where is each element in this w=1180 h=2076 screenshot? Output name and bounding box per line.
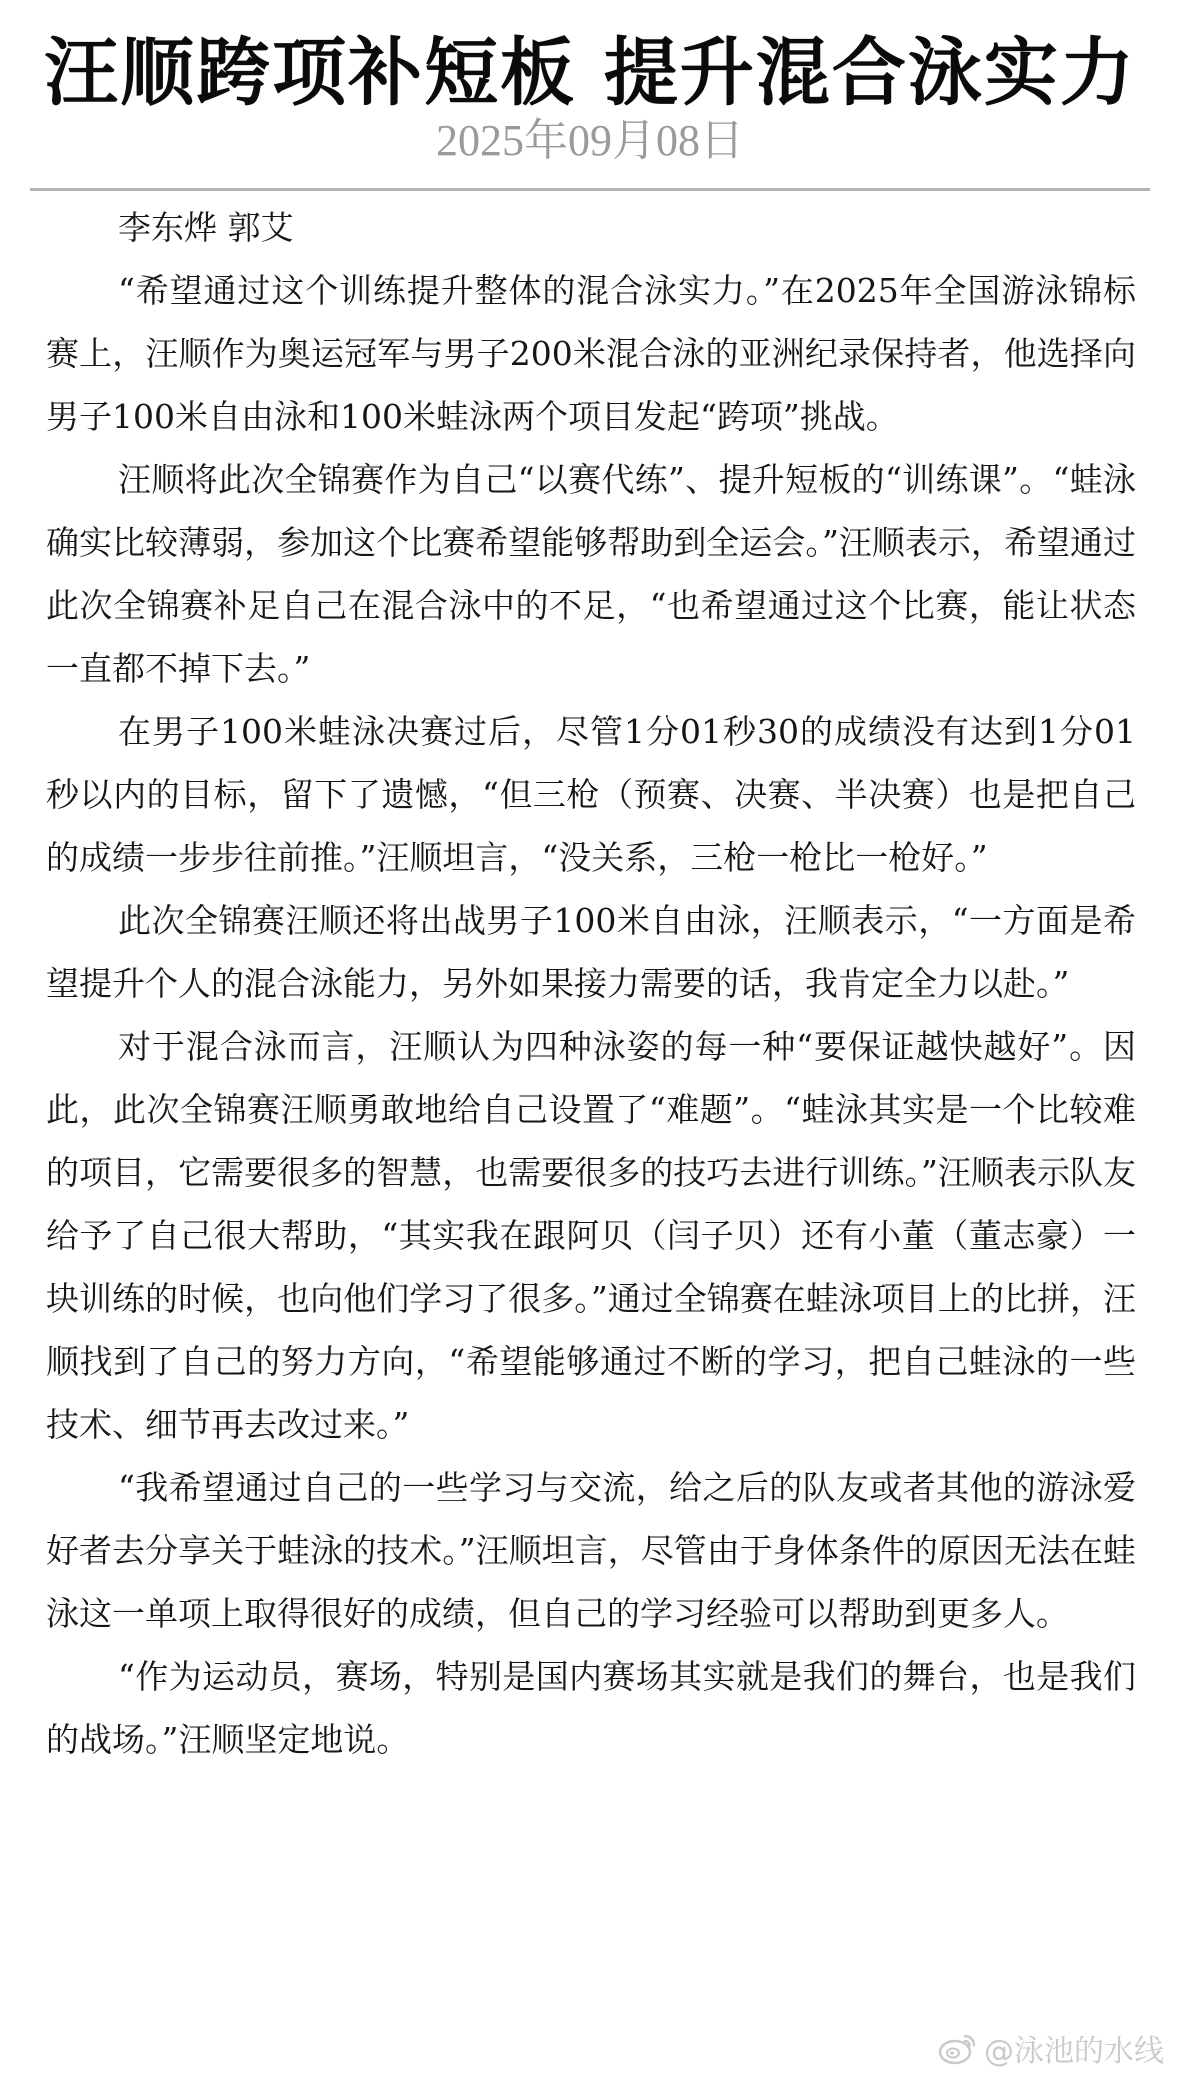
watermark-handle: @泳池的水线 xyxy=(984,2034,1164,2069)
article-date: 2025年09月08日 xyxy=(436,116,744,165)
weibo-icon xyxy=(938,2031,978,2065)
article-paragraph: 汪顺将此次全锦赛作为自己“以赛代练”、提升短板的“训练课”。“蛙泳确实比较薄弱，参加这个比赛希望能够帮助到全运会。”汪顺表示，希望通过此次全锦赛补足自己在混合泳中的不足，“也希望通过这个比赛，能让状态一直都不掉下去。” xyxy=(46,460,1136,688)
article-paragraph: 在男子100米蛙泳决赛过后，尽管1分01秒30的成绩没有达到1分01秒以内的目标，留下了遗憾，“但三枪（预赛、决赛、半决赛）也是把自己的成绩一步步往前推。”汪顺坦言，“没关系，三枪一枪比一枪好。” xyxy=(46,712,1136,877)
article-paragraph: “作为运动员，赛场，特别是国内赛场其实就是我们的舞台，也是我们的战场。”汪顺坚定地说。 xyxy=(46,1657,1136,1759)
weibo-watermark xyxy=(938,2026,1164,2070)
article-paragraph: 对于混合泳而言，汪顺认为四种泳姿的每一种“要保证越快越好”。因此，此次全锦赛汪顺勇敢地给自己设置了“难题”。“蛙泳其实是一个比较难的项目，它需要很多的智慧，也需要很多的技巧去进行训练。”汪顺表示队友给予了自己很大帮助，“其实我在跟阿贝（闫子贝）还有小董（董志豪）一块训练的时候，也向他们学习了很多。”通过全锦赛在蛙泳项目上的比拼，汪顺找到了自己的努力方向，“希望能够通过不断的学习，把自己蛙泳的一些技术、细节再去改过来。” xyxy=(46,1027,1136,1444)
article-paragraph: 此次全锦赛汪顺还将出战男子100米自由泳，汪顺表示，“一方面是希望提升个人的混合泳能力，另外如果接力需要的话，我肯定全力以赴。” xyxy=(46,901,1136,1003)
article-paragraph: “希望通过这个训练提升整体的混合泳实力。”在2025年全国游泳锦标赛上，汪顺作为奥运冠军与男子200米混合泳的亚洲纪录保持者，他选择向男子100米自由泳和100米蛙泳两个项目发起“跨项”挑战。 xyxy=(46,271,1136,436)
article-body xyxy=(46,196,1136,1771)
article-byline: 李东烨 郭艾 xyxy=(118,208,294,247)
article-paragraph: “我希望通过自己的一些学习与交流，给之后的队友或者其他的游泳爱好者去分享关于蛙泳的技术。”汪顺坦言，尽管由于身体条件的原因无法在蛙泳这一单项上取得很好的成绩，但自己的学习经验可以帮助到更多人。 xyxy=(46,1468,1136,1633)
header-divider xyxy=(30,188,1150,191)
article-title: 汪顺跨项补短板 提升混合泳实力 xyxy=(44,30,1136,116)
